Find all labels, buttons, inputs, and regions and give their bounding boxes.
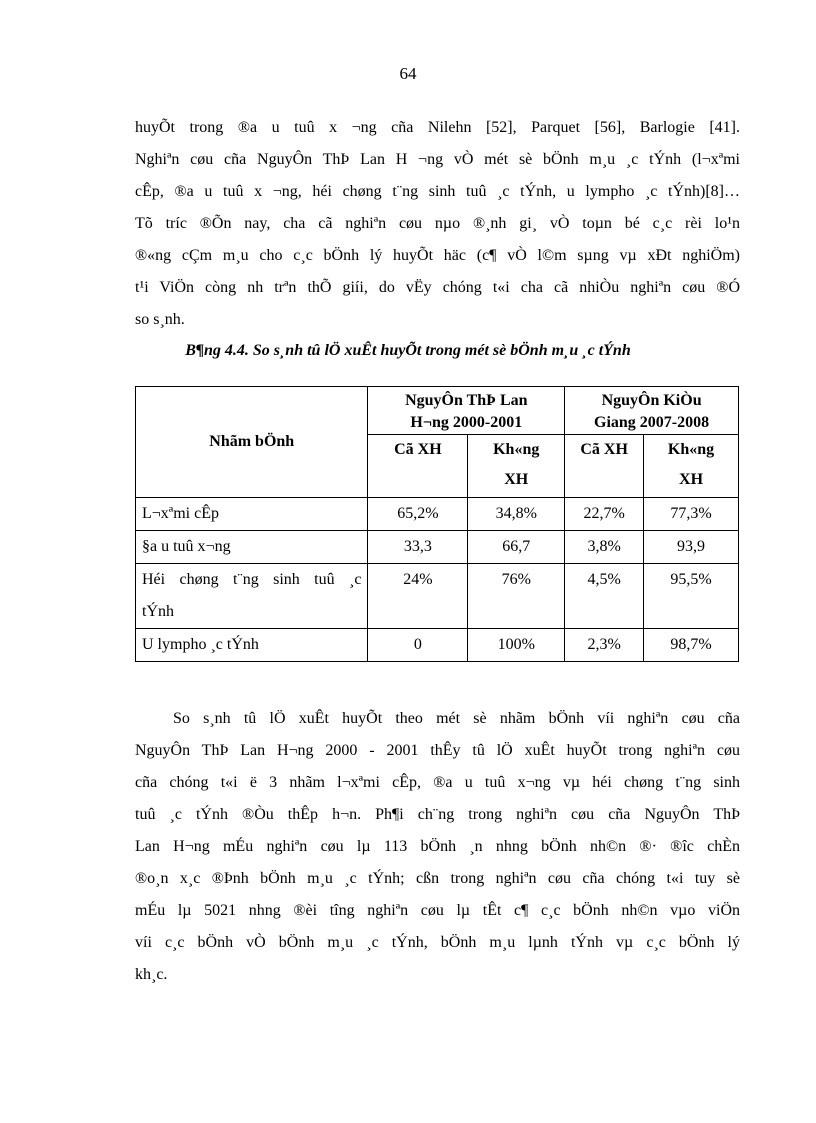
row-label: L¬xªmi cÊp (136, 498, 368, 531)
table-cell: 66,7 (468, 531, 565, 564)
table-cell: 22,7% (565, 498, 644, 531)
text-line: tuû ¸c tÝnh ®Òu thÊp h¬n. Ph¶i ch¨ng trong nghiªn cøu cña NguyÔn ThÞ (135, 806, 740, 823)
table-row (136, 531, 739, 564)
text-line: ®«ng cÇm m¸u cho c¸c bÖnh lý huyÕt häc (c¶ vÒ l©m sµng vµ xÐt nghiÖm) (135, 247, 740, 264)
text-line: kh¸c. (135, 966, 168, 983)
row-label-line: Héi chøng t¨ng sinh tuû ¸c (142, 571, 362, 588)
table-cell: 24% (368, 564, 468, 629)
row-label-line: tÝnh (142, 603, 174, 620)
text-line: huyÕt trong ®a u tuû x ¬ng cña Nilehn [52], Parquet [56], Barlogie [41]. (135, 119, 740, 136)
table-cell: 0 (368, 629, 468, 662)
text-line: Nghiªn cøu cña NguyÔn ThÞ Lan H ¬ng vÒ mét sè bÖnh m¸u ¸c tÝnh (l¬xªmi (135, 151, 740, 168)
table-header-row (136, 387, 739, 435)
text-line: so s¸nh. (135, 311, 185, 328)
text-line: NguyÔn ThÞ Lan H¬ng 2000 - 2001 thÊy tû lÖ xuÊt huyÕt trong nghiªn cøu (135, 742, 740, 759)
text-line: t¹i ViÖn còng nh trªn thÕ giíi, do vËy chóng t«i cha cã nhiÒu nghiªn cøu ®Ó (135, 279, 740, 296)
table-cell: 100% (468, 629, 565, 662)
table-cell: 76% (468, 564, 565, 629)
table-row (136, 564, 739, 629)
table-cell: 4,5% (565, 564, 644, 629)
table-cell: 77,3% (644, 498, 739, 531)
study-header-1 (368, 387, 565, 435)
text-line: mÉu lµ 5021 nhng ®èi tîng nghiªn cøu lµ tÊt c¶ c¸c bÖnh nh©n vµo viÖn (135, 902, 740, 919)
text-line: Lan H¬ng mÉu nghiªn cøu lµ 113 bÖnh ¸n nhng bÖnh nh©n ®· ®îc chÈn (135, 838, 740, 855)
subheader-line: XH (679, 471, 704, 488)
table-cell: 33,3 (368, 531, 468, 564)
study-header-line: NguyÔn ThÞ Lan (405, 392, 528, 409)
row-label (136, 564, 368, 629)
comparison-table (135, 386, 739, 662)
paragraph-1 (135, 112, 740, 336)
table-cell: 95,5% (644, 564, 739, 629)
table-row (136, 498, 739, 531)
text-line: cÊp, ®a u tuû x ¬ng, héi chøng t¨ng sinh tuû ¸c tÝnh, u lympho ¸c tÝnh)[8]… (135, 183, 740, 200)
subheader-line: Kh«ng (667, 441, 715, 458)
text-line: cña chóng t«i ë 3 nhãm l¬xªmi cÊp, ®a u tuû x¬ng vµ héi chøng t¨ng sinh (135, 774, 740, 791)
paragraph-2 (135, 703, 740, 991)
table-caption: B¶ng 4.4. So s¸nh tû lÖ xuÊt huyÕt trong mét sè bÖnh m¸u ¸c tÝnh (185, 342, 631, 359)
table-cell: 2,3% (565, 629, 644, 662)
row-label: §a u tuû x¬ng (136, 531, 368, 564)
study-header-line: NguyÔn KiÒu (601, 392, 702, 409)
table-cell: 34,8% (468, 498, 565, 531)
subheader-line: XH (504, 471, 529, 488)
study-header-line: H¬ng 2000-2001 (410, 414, 523, 431)
text-line: So s¸nh tû lÖ xuÊt huyÕt theo mét sè nhãm bÖnh víi nghiªn cøu cña (173, 710, 740, 727)
table-row (136, 629, 739, 662)
page-number: 64 (399, 64, 417, 83)
subheader-cell: Cã XH (368, 435, 468, 498)
subheader-line: Kh«ng (493, 441, 540, 458)
study-header-2 (565, 387, 739, 435)
table-cell: 65,2% (368, 498, 468, 531)
study-header-line: Giang 2007-2008 (594, 414, 710, 431)
table-cell: 98,7% (644, 629, 739, 662)
table-cell: 93,9 (644, 531, 739, 564)
text-line: víi c¸c bÖnh vÒ bÖnh m¸u ¸c tÝnh, bÖnh m¸u lµnh tÝnh vµ c¸c bÖnh lý (135, 934, 740, 951)
group-column-header: Nhãm bÖnh (136, 387, 368, 498)
text-line: ®o¸n x¸c ®Þnh bÖnh m¸u ¸c tÝnh; cßn trong nghiªn cøu cña chóng t«i tuy sè (135, 870, 740, 887)
subheader-cell (468, 435, 565, 498)
row-label: U lympho ¸c tÝnh (136, 629, 368, 662)
text-line: Tõ tríc ®Õn nay, cha cã nghiªn cøu nµo ®¸nh gi¸ vÒ toµn bé c¸c rèi lo¹n (135, 215, 740, 232)
subheader-cell (644, 435, 739, 498)
subheader-cell: Cã XH (565, 435, 644, 498)
table-cell: 3,8% (565, 531, 644, 564)
